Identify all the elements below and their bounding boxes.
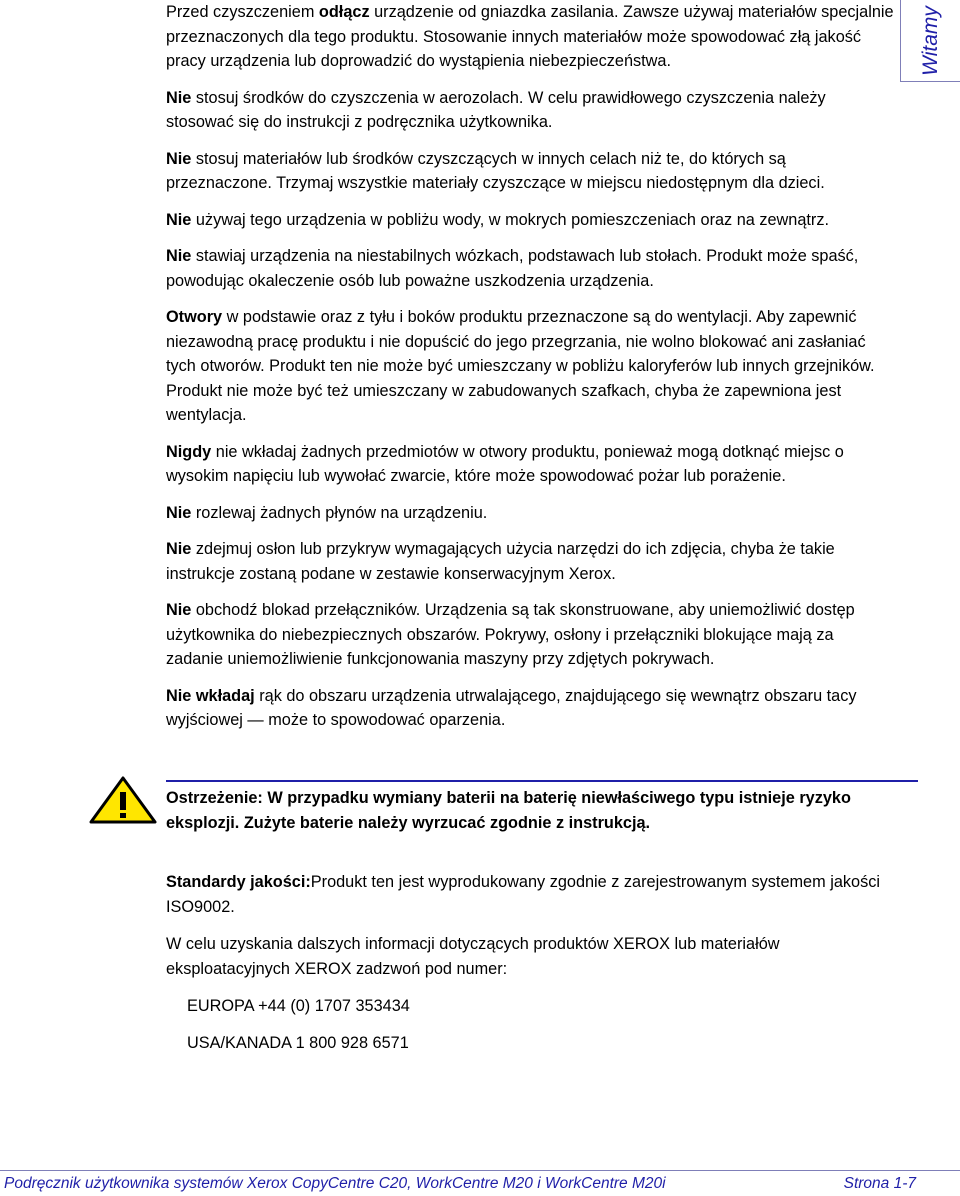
contact-intro: W celu uzyskania dalszych informacji dotyczących produktów XEROX lub materiałów eksploatacyjnych XEROX zadzwoń pod numer: — [166, 935, 780, 978]
footer-title: Podręcznik użytkownika systemów Xerox CopyCentre C20, WorkCentre M20 i WorkCentre M20i — [4, 1175, 666, 1192]
warning-triangle-icon — [88, 775, 158, 825]
paragraph: Przed czyszczeniem odłącz urządzenie od gniazdka zasilania. Zawsze używaj materiałów specjalnie przeznaczonych dla tego produktu. Stosowanie innych materiałów może spowodować złą jakość pracy urządzenia lub doprowadzić do wystąpienia niebezpieczeństwa. — [166, 3, 894, 70]
paragraph: Nie używaj tego urządzenia w pobliżu wody, w mokrych pomieszczeniach oraz na zewnątrz. — [166, 210, 830, 229]
section-tab-label: Witamy — [918, 5, 942, 76]
paragraph: Nie stawiaj urządzenia na niestabilnych wózkach, podstawach lub stołach. Produkt może spaść, powodując okaleczenie osób lub poważne uszkodzenia urządzenia. — [166, 247, 859, 290]
warning-divider — [166, 780, 918, 782]
paragraph: Nie obchodź blokad przełączników. Urządzenia są tak skonstruowane, aby uniemożliwić dostęp użytkownika do niebezpiecznych obszarów. Pokrywy, osłony i przełączniki blokujące mają za zadanie uniemożliwienie funkcjonowania maszyny przy zdjętych pokrywach. — [166, 601, 855, 668]
quality-statement: Standardy jakości:Produkt ten jest wyprodukowany zgodnie z zarejestrowanym systemem jakości ISO9002. — [166, 873, 880, 916]
phone-usa-canada: USA/KANADA 1 800 928 6571 — [187, 1034, 409, 1052]
page-number: Strona 1-7 — [843, 1175, 916, 1192]
quality-and-contact — [166, 870, 894, 1056]
battery-warning: Ostrzeżenie: W przypadku wymiany baterii na baterię niewłaściwego typu istnieje ryzyko eksplozji. Zużyte baterie należy wyrzucać zgodnie z instrukcją. — [166, 789, 851, 832]
phone-europe: EUROPA +44 (0) 1707 353434 — [187, 997, 410, 1015]
paragraph: Otwory w podstawie oraz z tyłu i boków produktu przeznaczone są do wentylacji. Aby zapewnić niezawodną pracę produktu i nie dopuścić do jego przegrzania, nie wolno blokować ani zasłaniać tych otworów. Produkt ten nie może być umieszczany w pobliżu kaloryferów lub innych grzejników. Produkt nie może być też umieszczany w zabudowanych szafkach, chyba że zapewniona jest wentylacja. — [166, 308, 875, 424]
paragraph: Nie stosuj materiałów lub środków czyszczących w innych celach niż te, do których są przeznaczone. Trzymaj wszystkie materiały czyszczące w miejscu niedostępnym dla dzieci. — [166, 149, 825, 192]
footer-divider — [0, 1170, 960, 1171]
paragraph: Nie stosuj środków do czyszczenia w aerozolach. W celu prawidłowego czyszczenia należy stosować się do instrukcji z podręcznika użytkownika. — [166, 88, 826, 131]
paragraph: Nigdy nie wkładaj żadnych przedmiotów w otwory produktu, ponieważ mogą dotknąć miejsc o wysokim napięciu lub wywołać zwarcie, które może spowodować pożar lub porażenie. — [166, 442, 844, 485]
safety-instructions — [166, 0, 894, 733]
paragraph: Nie rozlewaj żadnych płynów na urządzeniu. — [166, 503, 488, 522]
paragraph: Nie zdejmuj osłon lub przykryw wymagających użycia narzędzi do ich zdjęcia, chyba że takie instrukcje zostaną podane w zestawie konserwacyjnym Xerox. — [166, 540, 835, 583]
paragraph: Nie wkładaj rąk do obszaru urządzenia utrwalającego, znajdującego się wewnątrz obszaru tacy wyjściowej — może to spowodować oparzenia. — [166, 686, 857, 729]
section-tab — [900, 0, 960, 82]
